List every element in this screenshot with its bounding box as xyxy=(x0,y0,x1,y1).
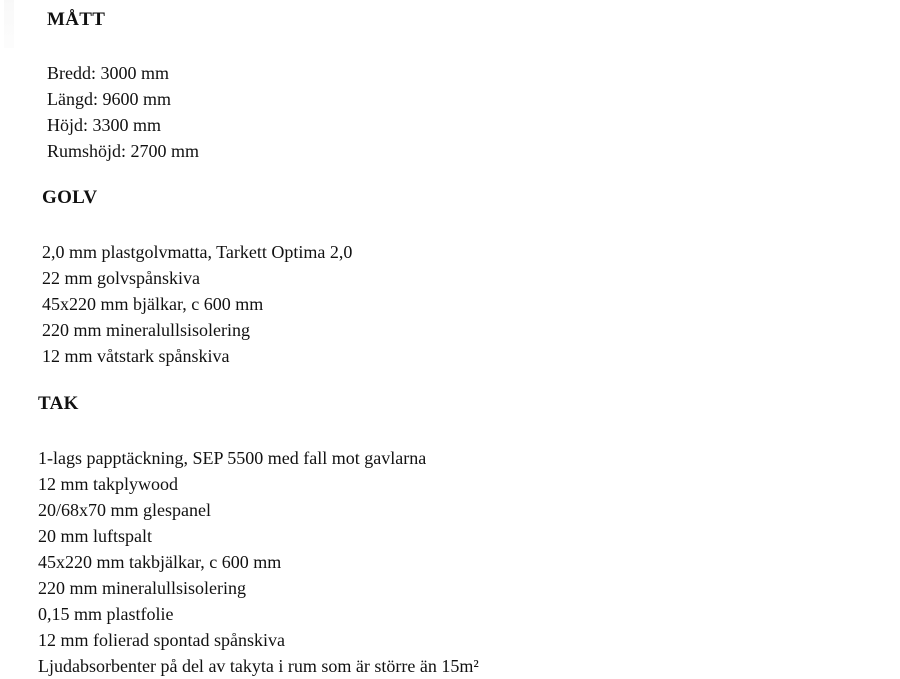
spec-line: 220 mm mineralullsisolering xyxy=(38,578,246,598)
spec-line: 12 mm takplywood xyxy=(38,474,178,494)
section-matt xyxy=(47,9,199,164)
section-heading-golv: GOLV xyxy=(42,187,98,208)
spec-line: Ljudabsorbenter på del av takyta i rum som är större än 15m² xyxy=(38,656,479,676)
spec-line: 2,0 mm plastgolvmatta, Tarkett Optima 2,0 xyxy=(42,242,353,262)
section-heading-tak: TAK xyxy=(38,393,79,414)
spec-list-tak xyxy=(38,445,479,679)
section-tak xyxy=(38,393,479,679)
spec-line: Rumshöjd: 2700 mm xyxy=(47,141,200,161)
spec-line: 12 mm våtstark spånskiva xyxy=(42,346,230,366)
spec-line: Höjd: 3300 mm xyxy=(47,115,162,135)
spec-line: 20 mm luftspalt xyxy=(38,526,152,546)
section-golv xyxy=(42,187,352,369)
spec-line: 22 mm golvspånskiva xyxy=(42,268,200,288)
spec-line: 45x220 mm bjälkar, c 600 mm xyxy=(42,294,264,314)
spec-list-golv xyxy=(42,239,352,369)
spec-line: 0,15 mm plastfolie xyxy=(38,604,174,624)
spec-line: Längd: 9600 mm xyxy=(47,89,171,109)
spec-line: 12 mm folierad spontad spånskiva xyxy=(38,630,285,650)
spec-line: 1-lags papptäckning, SEP 5500 med fall mot gavlarna xyxy=(38,448,427,468)
spec-list-matt xyxy=(47,60,199,164)
section-heading-matt: MÅTT xyxy=(47,9,106,30)
spec-line: 45x220 mm takbjälkar, c 600 mm xyxy=(38,552,282,572)
spec-line: 20/68x70 mm glespanel xyxy=(38,500,211,520)
scan-artifact xyxy=(4,0,14,48)
spec-line: 220 mm mineralullsisolering xyxy=(42,320,250,340)
spec-line: Bredd: 3000 mm xyxy=(47,63,169,83)
